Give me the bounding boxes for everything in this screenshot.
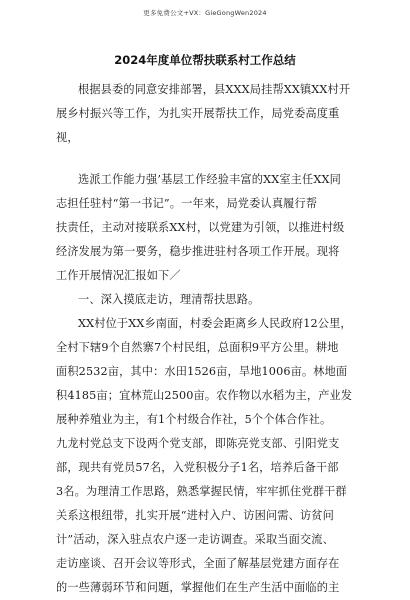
paragraph-3 <box>56 312 356 600</box>
section-heading: 一、深入摸底走访，理清帮扶思路。 <box>78 293 260 306</box>
text-line: 经济发展为第一要务，稳步推进驻村各项工作开展。现将 <box>56 245 340 258</box>
text-line: 志担任驻村“第一书记”。一年来，局党委认真履行帮 <box>56 197 318 210</box>
paragraph-gap <box>56 150 356 168</box>
text-line: XX村位于XX乡南面，村委会距离乡人民政府12公里， <box>78 317 352 330</box>
text-line: 走访座谈、召开会议等形式，全面了解基层党建方面存在 <box>56 557 340 570</box>
header-note: 更多免费公文+VX：GieGongWen2024 <box>143 9 267 17</box>
text-line: 全村下辖9个自然寨7个村民组，总面积9平方公里。耕地 <box>56 341 339 354</box>
text-line: 3名。为理清工作思路，熟悉掌握民情，牢牢抓住党群干群 <box>56 485 347 498</box>
document-title: 2024年度单位帮扶联系村工作总结 <box>114 53 296 67</box>
text-line: 根据县委的同意安排部署，县XXX局挂帮XX镇XX村开 <box>78 83 351 96</box>
text-line: 选派工作能力强’基层工作经验丰富的XX室主任XX同 <box>78 173 341 186</box>
text-line: 计”活动，深入驻点农户逐一走访调查。采取当面交流、 <box>56 533 334 546</box>
text-line: 积4185亩；宜林荒山2500亩。农作物以水稻为主，产业发 <box>56 389 353 402</box>
paragraph-2 <box>56 168 356 288</box>
text-line: 九龙村党总支下设两个党支部，即陈亮党支部、引阳党支 <box>56 437 340 450</box>
text-line: 的一些薄弱环节和问题，掌握他们在生产生活中面临的主 <box>56 581 340 594</box>
text-line: 关系这根纽带，扎实开展“进村入户、访困问需、访贫问 <box>56 509 334 522</box>
text-line: 面积2532亩，其中：水田1526亩，旱地1006亩。林地面 <box>56 365 348 378</box>
text-line: 部，现共有党员57名，入党积极分子1名，培养后备干部 <box>56 461 339 474</box>
document-body <box>56 78 356 600</box>
text-line: 展乡村振兴等工作，为扎实开展帮扶工作，局党委高度重 <box>56 107 340 120</box>
text-line: 工作开展情况汇报如下／ <box>56 269 181 282</box>
text-line: 展种养殖业为主，有1个村级合作社，5个个体合作社。 <box>56 413 332 426</box>
text-line: 视， <box>56 131 79 144</box>
paragraph-1 <box>56 78 356 150</box>
text-line: 扶责任，主动对接联系XX村，以党建为引领，以推进村级 <box>56 221 345 234</box>
